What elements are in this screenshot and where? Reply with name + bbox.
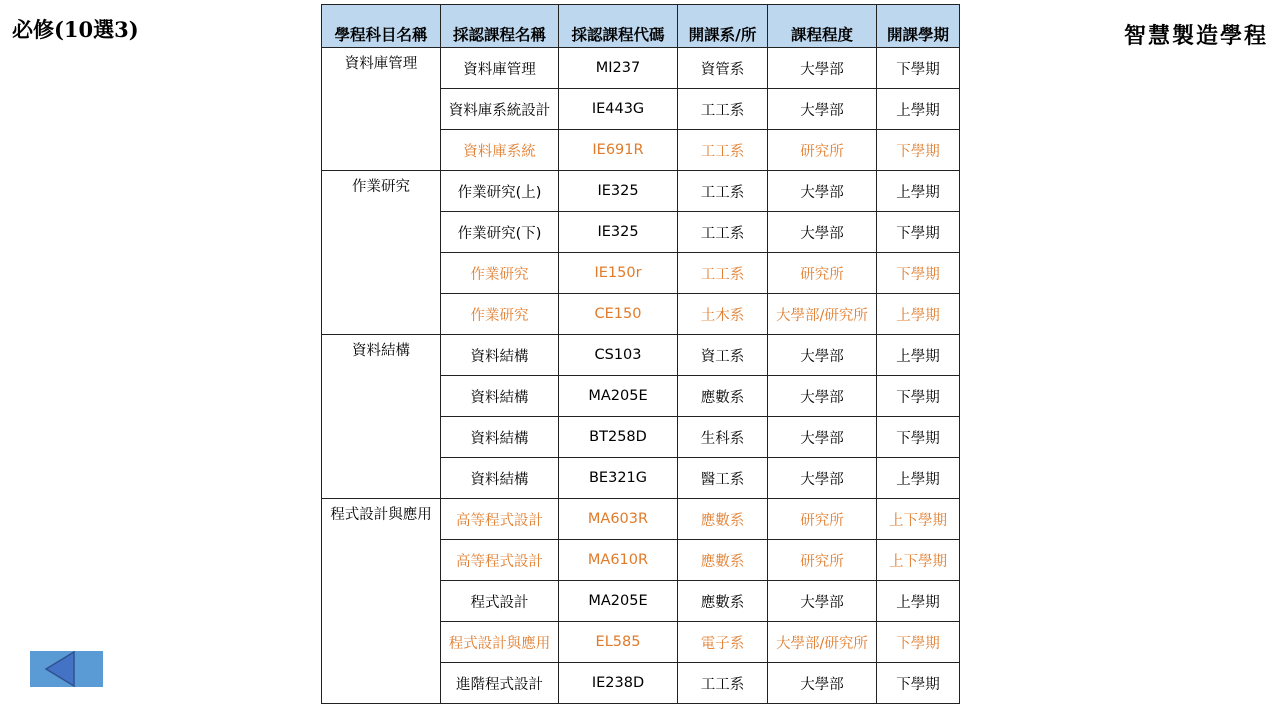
term-cell: 下學期 xyxy=(877,663,960,704)
department-cell: 工工系 xyxy=(678,89,768,130)
course-name-cell: 作業研究 xyxy=(441,253,559,294)
course-name-cell: 高等程式設計 xyxy=(441,499,559,540)
department-cell: 電子系 xyxy=(678,622,768,663)
course-name-cell: 資料庫系統設計 xyxy=(441,89,559,130)
course-name-cell: 資料結構 xyxy=(441,458,559,499)
term-cell: 下學期 xyxy=(877,212,960,253)
department-cell: 土木系 xyxy=(678,294,768,335)
term-cell: 下學期 xyxy=(877,376,960,417)
department-cell: 工工系 xyxy=(678,253,768,294)
course-name-cell: 資料結構 xyxy=(441,417,559,458)
table-row xyxy=(322,335,960,376)
term-cell: 上學期 xyxy=(877,458,960,499)
term-cell: 上學期 xyxy=(877,581,960,622)
term-cell: 上學期 xyxy=(877,335,960,376)
back-button[interactable] xyxy=(30,651,103,687)
level-cell: 大學部 xyxy=(768,581,877,622)
level-cell: 研究所 xyxy=(768,499,877,540)
level-cell: 大學部 xyxy=(768,48,877,89)
term-cell: 上下學期 xyxy=(877,499,960,540)
course-code-cell: IE238D xyxy=(559,663,678,704)
course-code-cell: CE150 xyxy=(559,294,678,335)
course-table xyxy=(321,4,960,704)
course-name-cell: 作業研究(下) xyxy=(441,212,559,253)
course-name-cell: 作業研究 xyxy=(441,294,559,335)
course-code-cell: MA205E xyxy=(559,376,678,417)
course-code-cell: IE325 xyxy=(559,171,678,212)
level-cell: 大學部 xyxy=(768,171,877,212)
course-code-cell: IE150r xyxy=(559,253,678,294)
course-name-cell: 程式設計 xyxy=(441,581,559,622)
department-cell: 工工系 xyxy=(678,663,768,704)
course-code-cell: MI237 xyxy=(559,48,678,89)
program-title: 智慧製造學程 xyxy=(1123,23,1268,49)
department-cell: 醫工系 xyxy=(678,458,768,499)
course-code-cell: EL585 xyxy=(559,622,678,663)
subject-cell: 程式設計與應用 xyxy=(322,499,441,704)
course-code-cell: IE325 xyxy=(559,212,678,253)
level-cell: 大學部/研究所 xyxy=(768,622,877,663)
term-cell: 上下學期 xyxy=(877,540,960,581)
course-code-cell: MA610R xyxy=(559,540,678,581)
department-cell: 應數系 xyxy=(678,581,768,622)
course-code-cell: BE321G xyxy=(559,458,678,499)
course-code-cell: MA603R xyxy=(559,499,678,540)
course-code-cell: BT258D xyxy=(559,417,678,458)
department-cell: 工工系 xyxy=(678,171,768,212)
subject-cell: 資料庫管理 xyxy=(322,48,441,171)
course-name-cell: 作業研究(上) xyxy=(441,171,559,212)
department-cell: 生科系 xyxy=(678,417,768,458)
course-name-cell: 資料庫系統 xyxy=(441,130,559,171)
table-row xyxy=(322,48,960,89)
department-cell: 工工系 xyxy=(678,212,768,253)
course-code-cell: IE443G xyxy=(559,89,678,130)
level-cell: 大學部 xyxy=(768,417,877,458)
term-cell: 上學期 xyxy=(877,171,960,212)
level-cell: 大學部 xyxy=(768,376,877,417)
header-subject: 學程科目名稱 xyxy=(322,5,441,48)
level-cell: 研究所 xyxy=(768,253,877,294)
level-cell: 研究所 xyxy=(768,540,877,581)
term-cell: 下學期 xyxy=(877,622,960,663)
term-cell: 下學期 xyxy=(877,417,960,458)
level-cell: 大學部 xyxy=(768,335,877,376)
course-name-cell: 程式設計與應用 xyxy=(441,622,559,663)
term-cell: 上學期 xyxy=(877,89,960,130)
course-name-cell: 進階程式設計 xyxy=(441,663,559,704)
header-course-name: 採認課程名稱 xyxy=(441,5,559,48)
table-header-row xyxy=(322,5,960,48)
department-cell: 應數系 xyxy=(678,540,768,581)
table-row xyxy=(322,171,960,212)
triangle-left-icon xyxy=(30,651,103,687)
page-title-required: 必修(10選3) xyxy=(12,17,139,42)
header-term: 開課學期 xyxy=(877,5,960,48)
term-cell: 下學期 xyxy=(877,130,960,171)
course-name-cell: 高等程式設計 xyxy=(441,540,559,581)
level-cell: 大學部 xyxy=(768,89,877,130)
course-code-cell: IE691R xyxy=(559,130,678,171)
department-cell: 資管系 xyxy=(678,48,768,89)
header-department: 開課系/所 xyxy=(678,5,768,48)
table-body xyxy=(322,48,960,704)
term-cell: 下學期 xyxy=(877,48,960,89)
course-name-cell: 資料庫管理 xyxy=(441,48,559,89)
department-cell: 工工系 xyxy=(678,130,768,171)
subject-cell: 資料結構 xyxy=(322,335,441,499)
department-cell: 資工系 xyxy=(678,335,768,376)
level-cell: 大學部 xyxy=(768,212,877,253)
level-cell: 大學部 xyxy=(768,663,877,704)
course-code-cell: MA205E xyxy=(559,581,678,622)
level-cell: 研究所 xyxy=(768,130,877,171)
course-name-cell: 資料結構 xyxy=(441,376,559,417)
department-cell: 應數系 xyxy=(678,499,768,540)
level-cell: 大學部/研究所 xyxy=(768,294,877,335)
subject-cell: 作業研究 xyxy=(322,171,441,335)
table-row xyxy=(322,499,960,540)
header-level: 課程程度 xyxy=(768,5,877,48)
term-cell: 上學期 xyxy=(877,294,960,335)
course-code-cell: CS103 xyxy=(559,335,678,376)
level-cell: 大學部 xyxy=(768,458,877,499)
department-cell: 應數系 xyxy=(678,376,768,417)
header-course-code: 採認課程代碼 xyxy=(559,5,678,48)
term-cell: 下學期 xyxy=(877,253,960,294)
course-name-cell: 資料結構 xyxy=(441,335,559,376)
